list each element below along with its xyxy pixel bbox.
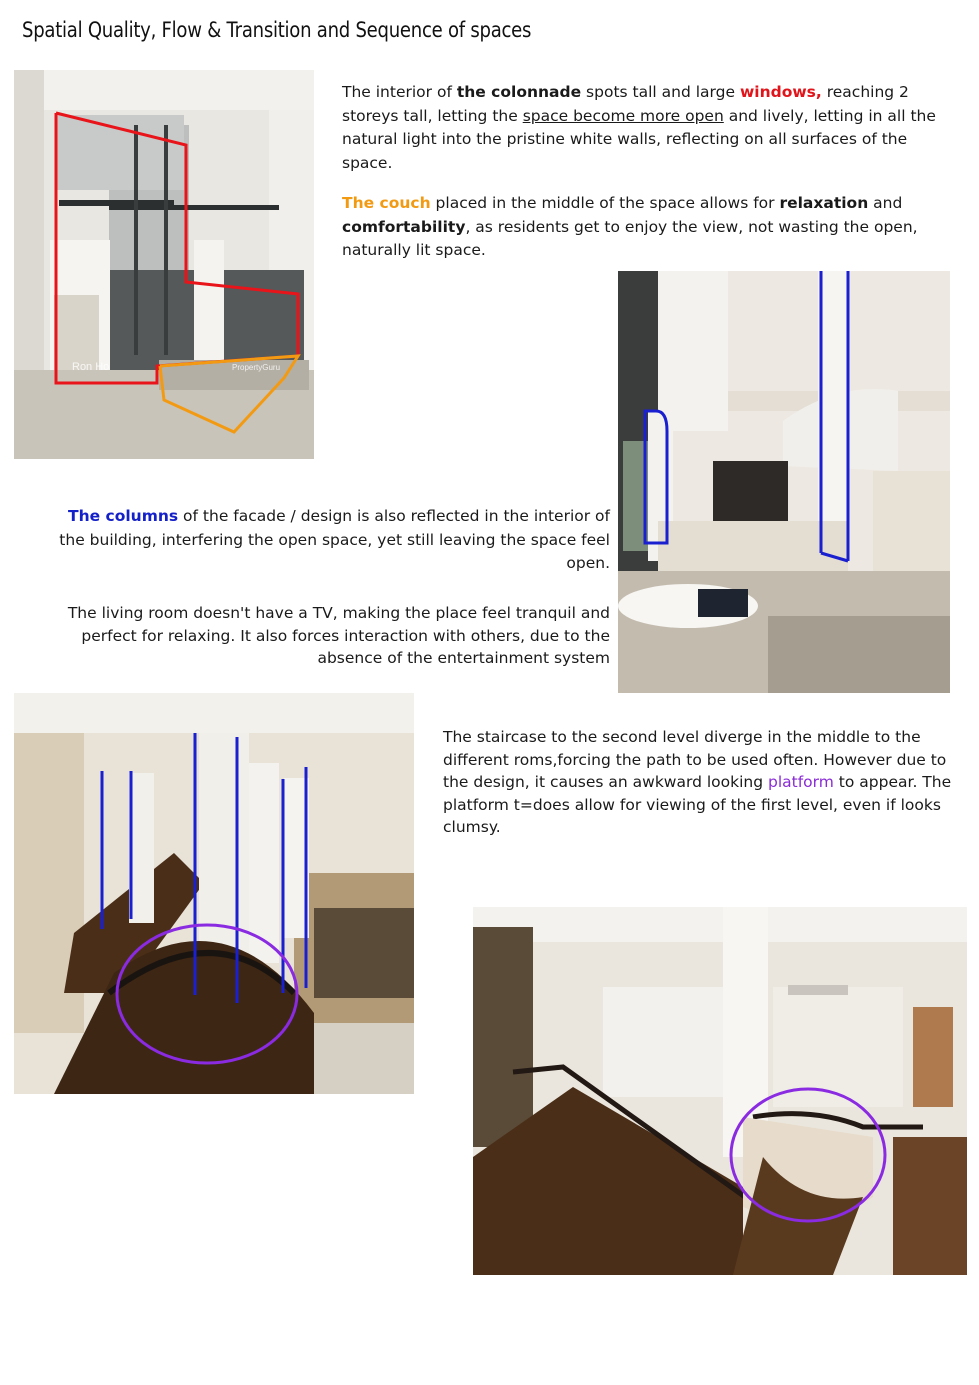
- couch-description: The couch placed in the middle of the space allows for relaxation and comfortability, as residents get to enjoy the view, not wasting the open, naturally lit space.: [342, 194, 918, 259]
- watermark-ron-ho: Ron Ho: [72, 361, 110, 373]
- watermark-propertyguru: PropertyGuru: [232, 363, 281, 372]
- colonnade-description: The interior of the colonnade spots tall and large windows, reaching 2 storeys tall, letting the space become more open and lively, letting in all the natural light into the pristine white walls, reflecting on all surfaces of the space.: [342, 83, 936, 172]
- page-title: Spatial Quality, Flow & Transition and Sequence of spaces: [22, 18, 532, 42]
- staircase-photo-1: [14, 693, 414, 1094]
- staircase-description: The staircase to the second level diverge in the middle to the different roms,forcing the path to be used often. However due to the design, it causes an awkward looking platform to appear. The platform t=does allow for viewing of the first level, even if looks clumsy.: [443, 728, 952, 836]
- staircase-photo-2: [473, 907, 967, 1275]
- colonnade-interior-photo: [14, 70, 314, 459]
- living-room-photo: [618, 271, 950, 693]
- columns-description: The columns of the facade / design is also reflected in the interior of the building, interfering the open space, yet still leaving the space feel open.: [59, 507, 610, 572]
- living-room-description: The living room doesn't have a TV, making the place feel tranquil and perfect for relaxing. It also forces interaction with others, due to the absence of the entertainment system: [67, 604, 610, 667]
